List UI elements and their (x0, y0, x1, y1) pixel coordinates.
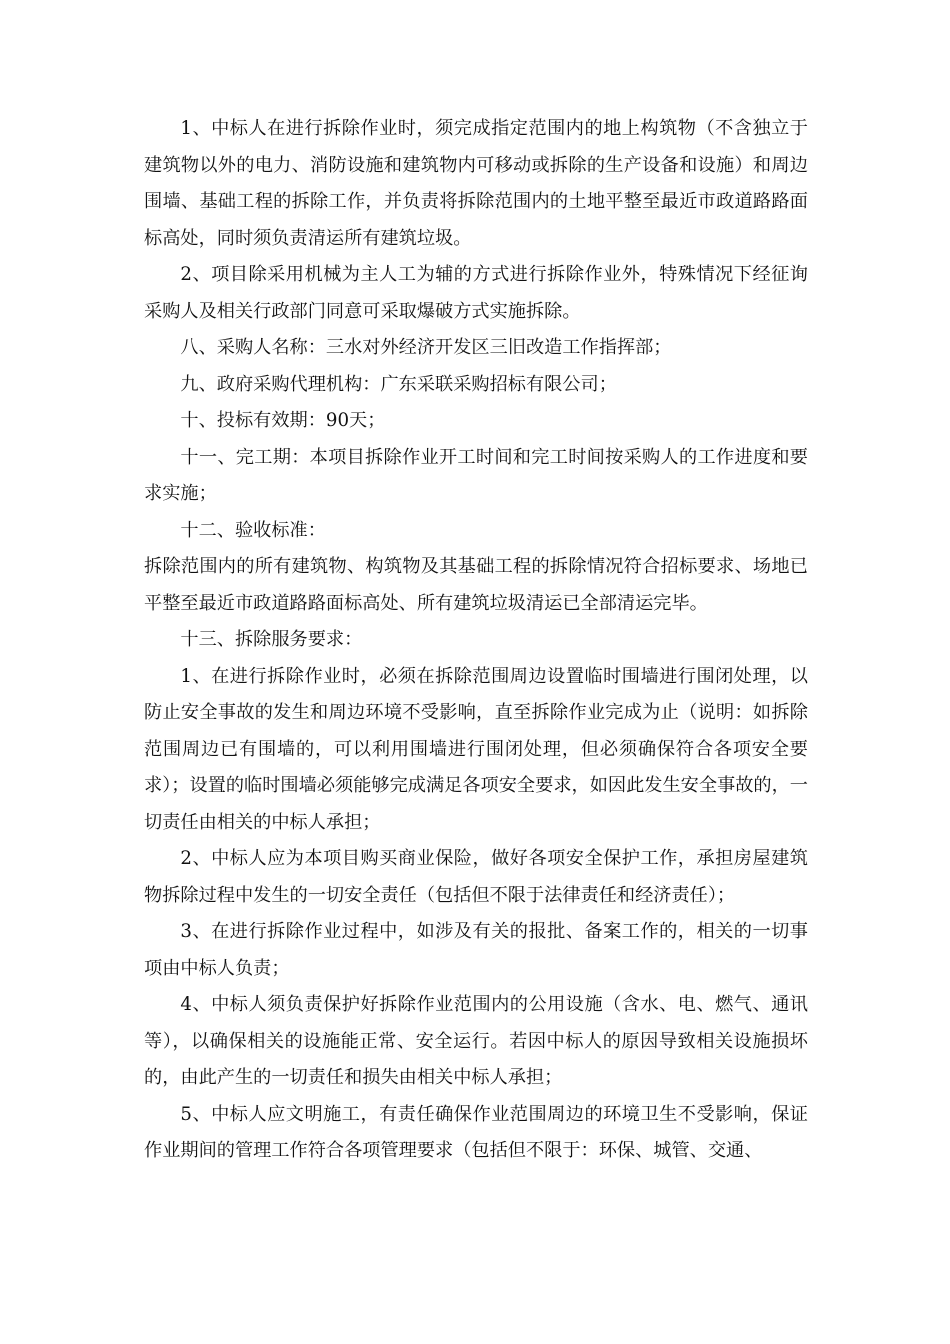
paragraph-service-requirements-heading: 十三、拆除服务要求： (180, 629, 363, 650)
paragraph-demolition-method: 2、项目除采用机械为主人工为辅的方式进行拆除作业外，特殊情况下经征询采购人及相关行政部门同意可采取爆破方式实施拆除。 (144, 264, 808, 322)
paragraph-acceptance-heading: 十二、验收标准： (180, 519, 326, 541)
paragraph-insurance: 2、中标人应为本项目购买商业保险，做好各项安全保护工作，承担房屋建筑物拆除过程中发生的一切安全责任（包括但不限于法律责任和经济责任）； (144, 848, 808, 906)
paragraph-procurement-agency: 九、政府采购代理机构：广东采联采购招标有限公司； (180, 373, 617, 395)
paragraph-bid-validity: 十、投标有效期：90天； (180, 410, 386, 431)
document-body (144, 111, 808, 1170)
paragraph-temporary-fencing: 1、在进行拆除作业时，必须在拆除范围周边设置临时围墙进行围闭处理，以防止安全事故的发生和周边环境不受影响，直至拆除作业完成为止（说明：如拆除范围周边已有围墙的，可以利用围墙进行围闭处理，但必须确保符合各项安全要求）；设置的临时围墙必须能够完成满足各项安全要求，如因此发生安全事故的，一切责任由相关的中标人承担； (144, 665, 808, 833)
paragraph-purchaser-name: 八、采购人名称：三水对外经济开发区三旧改造工作指挥部； (180, 337, 672, 358)
paragraph-approvals: 3、在进行拆除作业过程中，如涉及有关的报批、备案工作的，相关的一切事项由中标人负责； (144, 921, 808, 979)
paragraph-civilized-construction: 5、中标人应文明施工，有责任确保作业范围周边的环境卫生不受影响，保证作业期间的管理工作符合各项管理要求（包括但不限于：环保、城管、交通、 (144, 1103, 808, 1161)
paragraph-demolition-scope: 1、中标人在进行拆除作业时，须完成指定范围内的地上构筑物（不含独立于建筑物以外的电力、消防设施和建筑物内可移动或拆除的生产设备和设施）和周边围墙、基础工程的拆除工作，并负责将拆除范围内的土地平整至最近市政道路路面标高处，同时须负责清运所有建筑垃圾。 (144, 118, 808, 249)
paragraph-public-facilities: 4、中标人须负责保护好拆除作业范围内的公用设施（含水、电、燃气、通讯等），以确保相关的设施能正常、安全运行。若因中标人的原因导致相关设施损坏的，由此产生的一切责任和损失由相关中标人承担； (144, 994, 808, 1088)
paragraph-acceptance-standard: 拆除范围内的所有建筑物、构筑物及其基础工程的拆除情况符合招标要求、场地已平整至最近市政道路路面标高处、所有建筑垃圾清运已全部清运完毕。 (144, 556, 808, 614)
paragraph-completion-period: 十一、完工期：本项目拆除作业开工时间和完工时间按采购人的工作进度和要求实施； (144, 446, 808, 504)
